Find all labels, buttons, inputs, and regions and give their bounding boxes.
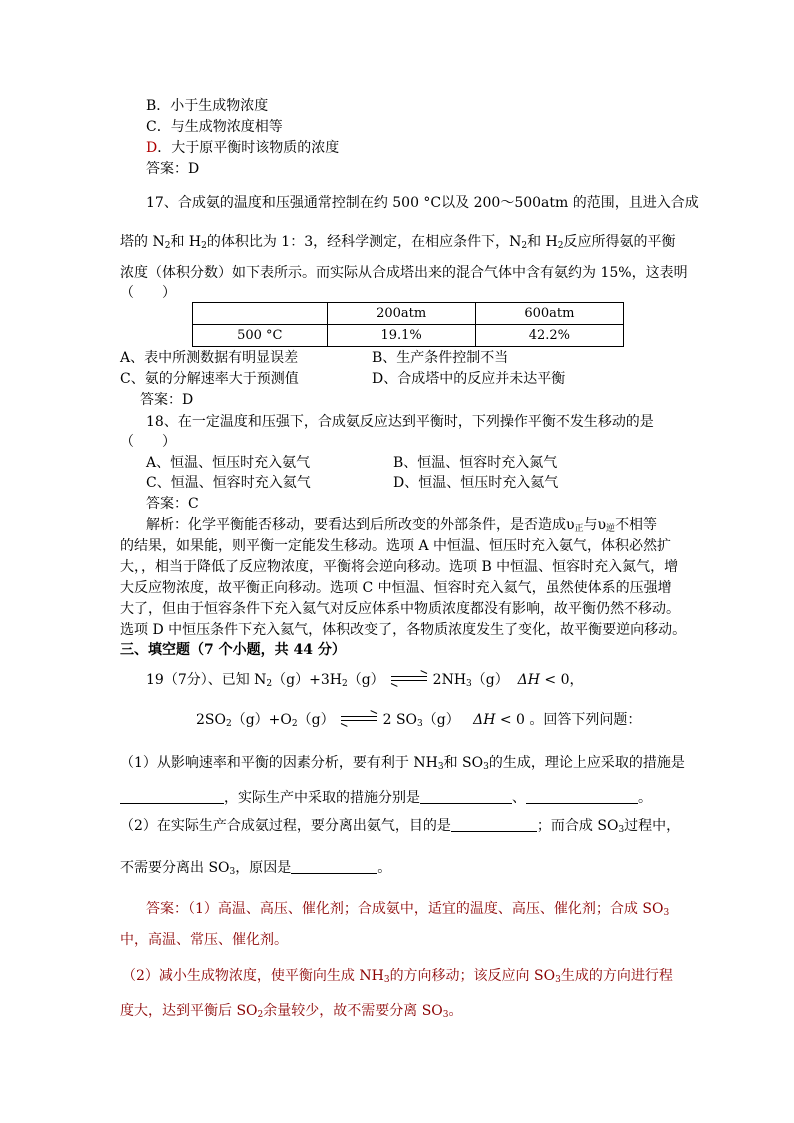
delta-h: ΔH xyxy=(517,672,540,688)
q19-equation2 xyxy=(196,710,641,734)
subscript: 3 xyxy=(442,1010,449,1020)
q18-text: 解析：化学平衡能否移动，要看达到后所改变的外部条件，是否造成 xyxy=(146,517,566,533)
q18-explanation-line2: 的结果，如果能，则平衡一定能发生移动。选项 A 中恒温、恒压时充入氨气，体积必然扩 xyxy=(120,538,672,554)
q17-text: 的体积比为 1：3，经科学测定，在相应条件下，N xyxy=(206,234,522,250)
q19-text: < 0， xyxy=(539,672,584,688)
q16-option-d-letter: D xyxy=(146,140,158,156)
subscript: 3 xyxy=(466,679,472,689)
q19-answer-text: 。 xyxy=(448,1003,463,1019)
q18-text: 不相等 xyxy=(615,517,658,533)
q19-text: 的生成，理论上应采取的措施是 xyxy=(488,755,685,771)
q19-answer-text: 的方向移动；该反应向 SO xyxy=(389,968,556,984)
q19-text: ；而合成 SO xyxy=(536,818,619,834)
table-cell: 500 °C xyxy=(193,325,328,347)
q18-paren: （ ） xyxy=(120,434,176,450)
q19-text: ，实际生产中采取的措施分别是 xyxy=(224,790,420,806)
q18-answer: 答案：C xyxy=(146,496,199,512)
q19-text: < 0 。回答下列问题： xyxy=(495,712,642,728)
answer-blank[interactable] xyxy=(526,789,638,804)
q18-option-d: D、恒温、恒压时充入氦气 xyxy=(393,475,559,491)
subscript: 2 xyxy=(557,241,564,251)
q19-text: （g） xyxy=(471,672,509,688)
q19-answer-line2: 中，高温、常压、催化剂。 xyxy=(120,932,288,948)
answer-blank[interactable] xyxy=(120,789,224,804)
q19-text: 过程中， xyxy=(624,818,681,834)
subscript: 3 xyxy=(229,867,236,877)
table-header-cell xyxy=(193,303,328,325)
q17-option-a: A、表中所测数据有明显误差 xyxy=(120,350,299,366)
subscript: 3 xyxy=(555,975,561,985)
q19-answer-line3 xyxy=(122,966,673,990)
q19-text: （2）在实际生产合成氨过程，要分离出氨气，目的是 xyxy=(120,818,451,834)
q19-part2-line2 xyxy=(120,858,391,882)
subscript: 3 xyxy=(483,762,489,772)
q18-explanation-line5: 大了，但由于恒容条件下充入氦气对反应体系中物质浓度都没有影响，故平衡仍然不移动。 xyxy=(120,601,680,617)
equilibrium-arrow-icon xyxy=(391,674,427,684)
table-header-cell: 200atm xyxy=(327,303,475,325)
subscript: 2 xyxy=(164,241,171,251)
q17-line3: 浓度（体积分数）如下表所示。而实际从合成塔出来的混合气体中含有氨约为 15%，这表明 xyxy=(120,265,688,281)
q18-option-b: B、恒温、恒容时充入氮气 xyxy=(393,455,558,471)
q19-answer-line4 xyxy=(120,1001,463,1025)
answer-blank[interactable] xyxy=(451,817,537,832)
equilibrium-arrow-icon xyxy=(341,714,377,724)
q19-answer-text: （2）减小生成物浓度，使平衡向生成 NH xyxy=(122,968,384,984)
q16-answer: 答案：D xyxy=(146,161,200,177)
subscript: 2 xyxy=(291,719,298,729)
section-heading: 三、填空题（7 个小题，共 44 分） xyxy=(120,642,346,658)
equilibrium-table xyxy=(192,302,624,347)
subscript: 2 xyxy=(257,1010,264,1020)
q19-answer-text: 答案：（1）高温、高压、催化剂；合成氨中，适宜的温度、高压、催化剂；合成 SO xyxy=(146,901,664,917)
q17-line1: 17、合成氨的温度和压强通常控制在约 500 °C以及 200～500atm 的范围，且进入合成 xyxy=(146,195,699,211)
q18-line1: 18、在一定温度和压强下，合成氨反应达到平衡时，下列操作平衡不发生移动的是 xyxy=(146,414,654,430)
q19-text: 2SO xyxy=(196,712,226,728)
subscript: 2 xyxy=(225,719,232,729)
table-cell: 42.2% xyxy=(475,325,623,347)
q18-text: 与 xyxy=(583,517,598,533)
subscript: 2 xyxy=(266,679,273,689)
subscript: 3 xyxy=(437,762,444,772)
subscript: 2 xyxy=(201,241,207,251)
q18-option-a: A、恒温、恒压时充入氨气 xyxy=(146,455,311,471)
q16-option-b: B．小于生成物浓度 xyxy=(146,98,269,114)
q19-text: （g）+3H xyxy=(272,672,342,688)
q19-part1-line1 xyxy=(120,753,685,777)
q19-text: 、 xyxy=(512,790,526,806)
q17-text: 和 H xyxy=(527,234,558,250)
q19-part1-line2 xyxy=(120,788,652,808)
table-header-cell: 600atm xyxy=(475,303,623,325)
q17-line2 xyxy=(120,232,676,256)
q19-text: （g） xyxy=(297,712,335,728)
subscript: 3 xyxy=(663,908,670,918)
q16-option-d-text: ．大于原平衡时该物质的浓度 xyxy=(157,140,340,156)
q18-option-c: C、恒温、恒容时充入氦气 xyxy=(146,475,311,491)
subscript: 3 xyxy=(618,825,625,835)
q19-text: 2NH xyxy=(432,672,467,688)
table-row xyxy=(193,303,624,325)
q18-text: υ xyxy=(566,517,575,533)
q19-text: 。 xyxy=(638,790,652,806)
subscript: 逆 xyxy=(606,524,616,534)
q17-text: 塔的 N xyxy=(120,234,165,250)
answer-blank[interactable] xyxy=(420,789,512,804)
q17-option-c: C、氨的分解速率大于预测值 xyxy=(120,371,299,387)
q19-text: ，原因是 xyxy=(235,860,292,876)
q17-text: 反应所得氨的平衡 xyxy=(563,234,676,250)
subscript: 3 xyxy=(383,975,390,985)
q19-text: 不需要分离出 SO xyxy=(120,860,230,876)
subscript: 3 xyxy=(417,719,423,729)
q17-option-d: D、合成塔中的反应并未达平衡 xyxy=(372,371,566,387)
q19-text: 2 SO xyxy=(382,712,418,728)
subscript: 2 xyxy=(521,241,528,251)
q19-text: 19（7分）、已知 N xyxy=(146,672,267,688)
table-row xyxy=(193,325,624,347)
q19-answer-line1 xyxy=(146,899,669,923)
q19-text: 。 xyxy=(377,860,392,876)
q19-text: （g） xyxy=(422,712,460,728)
q18-explanation-line4: 大反应物浓度，故平衡正向移动。选项 C 中恒温、恒容时充入氦气，虽然使体系的压强增 xyxy=(120,580,672,596)
answer-blank[interactable] xyxy=(291,859,377,874)
q16-option-d xyxy=(146,138,339,158)
subscript: 正 xyxy=(574,524,584,534)
q18-explanation-line6: 选项 D 中恒压条件下充入氦气，体积改变了，各物质浓度发生了变化，故平衡要逆向移动。 xyxy=(120,622,687,638)
delta-h: ΔH xyxy=(473,712,496,728)
q17-text: 和 H xyxy=(170,234,202,250)
q19-answer-text: 度大，达到平衡后 SO xyxy=(120,1003,258,1019)
q17-option-b: B、生产条件控制不当 xyxy=(372,350,509,366)
q18-explanation-line3: 大，，相当于降低了反应物浓度，平衡将会逆向移动。选项 B 中恒温、恒容时充入氮气，增 xyxy=(120,559,679,575)
q19-text: （g）+O xyxy=(231,712,292,728)
table-cell: 19.1% xyxy=(327,325,475,347)
q19-equation1 xyxy=(146,670,584,694)
q19-text: 和 SO xyxy=(443,755,484,771)
q19-answer-text: 余量较少，故不需要分离 SO xyxy=(263,1003,443,1019)
q18-text: υ xyxy=(597,517,607,533)
q19-text: （1）从影响速率和平衡的因素分析，要有利于 NH xyxy=(120,755,438,771)
q16-option-c: C．与生成物浓度相等 xyxy=(146,119,283,135)
q17-paren: （ ） xyxy=(120,285,176,301)
q19-answer-text: 生成的方向进行程 xyxy=(560,968,673,984)
q19-text: （g） xyxy=(347,672,385,688)
subscript: 2 xyxy=(341,679,348,689)
q19-part2-line1 xyxy=(120,816,680,840)
q17-answer: 答案：D xyxy=(140,392,194,408)
